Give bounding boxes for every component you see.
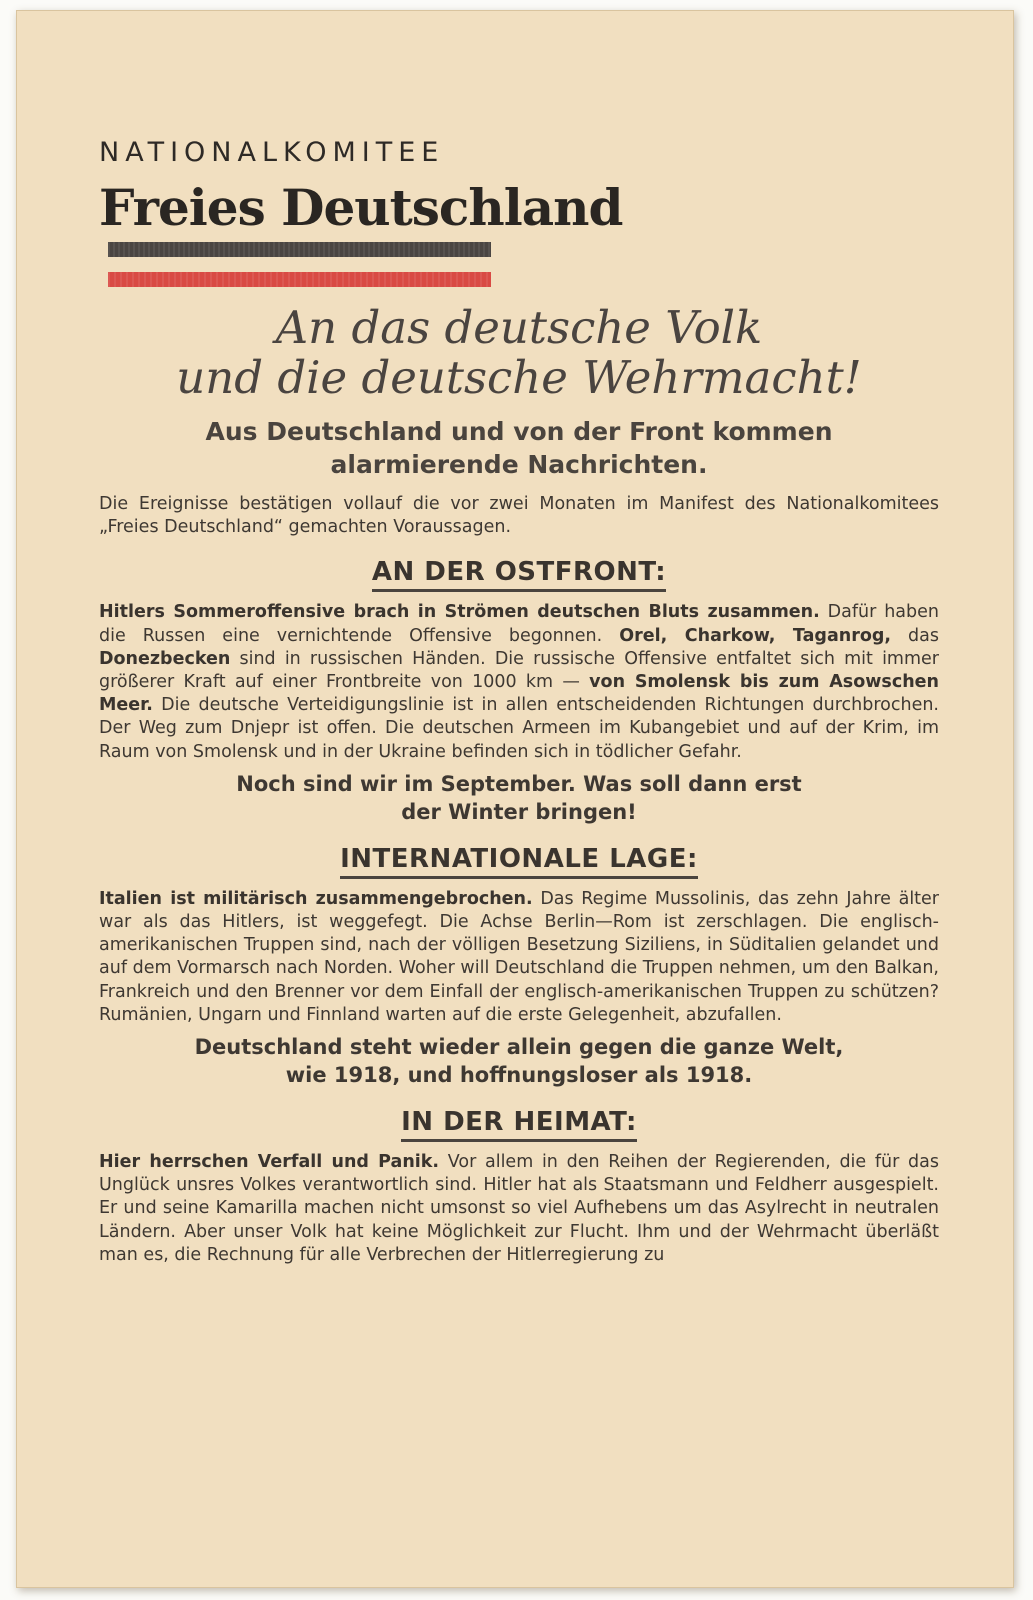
subheadline-line-1: Aus Deutschland und von der Front kommen [205,417,833,446]
subheadline [99,415,939,481]
ostfront-text-1: Dafür haben die Russen eine vernichtende Offensive begonnen. [99,602,939,646]
section-heading-ostfront [99,557,939,587]
section-title-international: INTERNATIONALE LAGE: [340,844,698,879]
international-text: Das Regime Mussolinis, das zehn Jahre älter war als das Hitlers, ist weggefegt. Die Achse Berlin—Rom ist zerschlagen. Die englisch-amerikanischen Truppen sind, nach der völligen Besetzung Siziliens, in Süditalien gelandet und auf dem Vormarsch nach Norden. Woher will Deutschland die Truppen nehmen, um den Balkan, Frankreich und den Brenner vor dem Einfall der englisch-amerikanischen Truppen zu schützen? Rumänien, Ungarn und Finnland warten auf die erste Gelegenheit, abzufallen. [99,888,940,1025]
flag-stripe-black [108,242,491,257]
section-heading-heimat [99,1107,939,1137]
section-title-ostfront: AN DER OSTFRONT: [372,557,666,592]
headline [99,303,939,403]
masthead-title: Freies Deutschland [99,178,623,237]
ostfront-text-2: das [891,625,940,646]
international-lead: Italien ist militärisch zusammengebrochen. [99,888,533,909]
ostfront-emphasis-line-1: Noch sind wir im September. Was soll dann erst [236,771,802,796]
ostfront-emphasis-line-2: der Winter bringen! [401,799,637,824]
subheadline-line-2: alarmierende Nachrichten. [330,450,708,479]
ostfront-emphasis [99,770,939,826]
ostfront-bold-3: von Smolensk bis zum Asowschen Meer. [99,672,939,716]
intro-paragraph: Die Ereignisse bestätigen vollauf die vor zwei Monaten im Manifest des Nationalkomitees „Freies Deutschland“ gemachten Voraussagen. [99,494,939,538]
heimat-text: Vor allem in den Reihen der Regierenden, die für das Unglück unsres Volkes verantwortlich sind. Hitler hat als Staatsmann und Feldherr ausgespielt. Er und seine Kamarilla machen nicht umsonst so viel Aufhebens um das Asylrecht in neutralen Ländern. Aber unser Volk hat keine Möglichkeit zur Flucht. Ihm und der Wehrmacht überläßt man es, die Rechnung für alle Verbrechen der Hitlerregierung zu [99,1152,939,1265]
leaflet-content [99,136,939,1267]
flag-stripe-red [108,272,491,287]
international-emphasis-line-1: Deutschland steht wieder allein gegen die ganze Welt, [194,1035,844,1060]
ostfront-paragraph [99,601,939,763]
international-emphasis [99,1033,939,1089]
section-heading-international [99,844,939,874]
section-title-heimat: IN DER HEIMAT: [401,1107,637,1142]
heimat-lead: Hier herrschen Verfall und Panik. [99,1152,440,1173]
ostfront-bold-2: Donezbecken [99,648,231,669]
international-emphasis-line-2: wie 1918, und hoffnungsloser als 1918. [285,1063,753,1088]
heimat-paragraph [99,1151,939,1267]
headline-line-1: An das deutsche Volk [275,301,763,354]
headline-line-2: und die deutsche Wehrmacht! [176,351,862,404]
committee-kicker: NATIONALKOMITEE [99,137,445,168]
ostfront-text-4: Die deutsche Verteidigungslinie ist in allen entscheidenden Richtungen durchbrochen. Der Weg zum Dnjepr ist offen. Die deutschen Armeen im Kubangebiet und auf der Krim, im Raum von Smolensk und in der Ukraine befinden sich in tödlicher Gefahr. [99,695,939,762]
ostfront-text-3: sind in russischen Händen. Die russische Offensive entfaltet sich mit immer größerer Kraft auf einer Frontbreite von 1000 km — [99,648,939,693]
leaflet-paper [16,10,1014,1588]
ostfront-bold-1: Orel, Charkow, Taganrog, [619,625,892,646]
international-paragraph [99,888,939,1027]
flag-stripe-white [108,257,491,272]
ostfront-lead: Hitlers Sommeroffensive brach in Strömen deutschen Bluts zusammen. [99,602,820,623]
